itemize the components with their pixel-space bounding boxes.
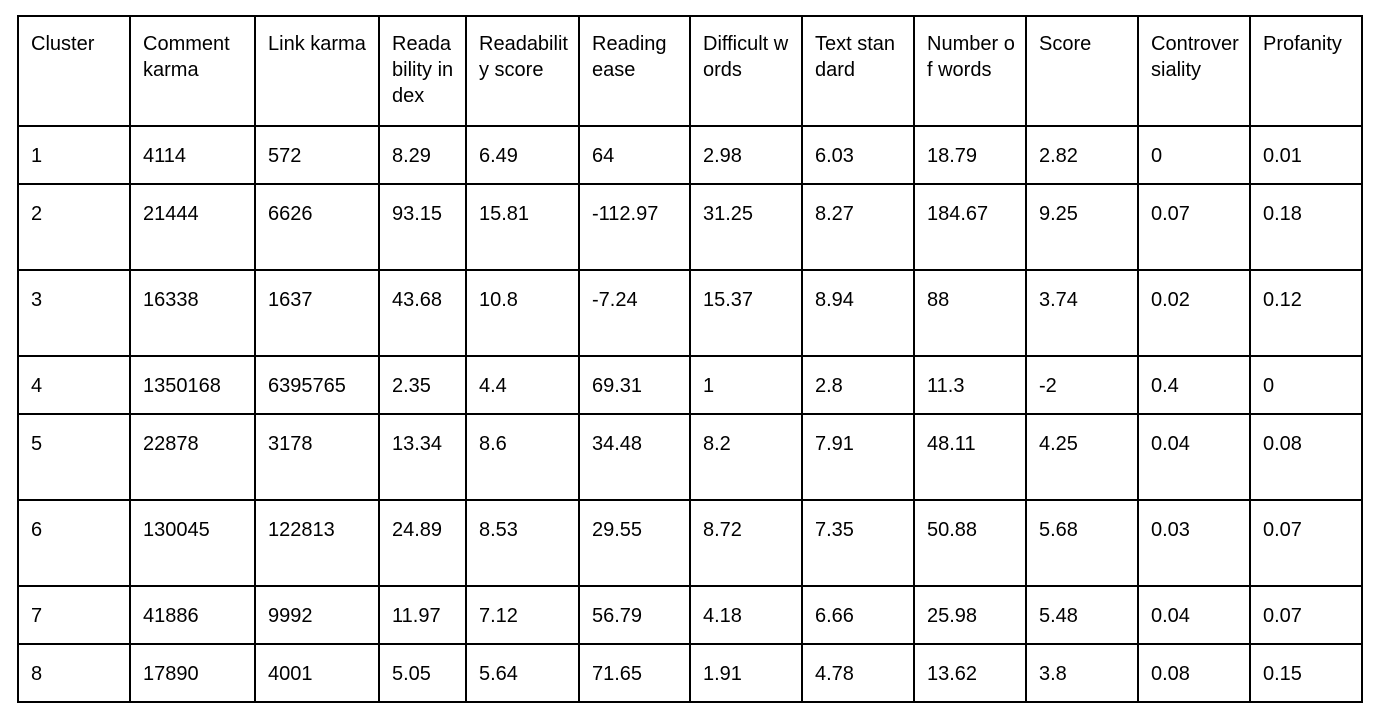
- header-cell-score: Score: [1026, 16, 1138, 126]
- table-cell: 22878: [130, 414, 255, 500]
- table-cell: 8.6: [466, 414, 579, 500]
- table-cell: 6.66: [802, 586, 914, 644]
- table-cell: 122813: [255, 500, 379, 586]
- table-row: [18, 500, 1362, 586]
- table-cell: 15.81: [466, 184, 579, 270]
- header-cell-readability-index: Readability index: [379, 16, 466, 126]
- table-cell: 17890: [130, 644, 255, 702]
- table-cell: 1.91: [690, 644, 802, 702]
- table-cell: 16338: [130, 270, 255, 356]
- table-cell: 4.4: [466, 356, 579, 414]
- header-cell-difficult-words: Difficult words: [690, 16, 802, 126]
- table-cell: 0.08: [1138, 644, 1250, 702]
- table-cell: 56.79: [579, 586, 690, 644]
- data-table: [17, 15, 1363, 703]
- table-row: [18, 644, 1362, 702]
- table-cell: 3: [18, 270, 130, 356]
- table-row: [18, 184, 1362, 270]
- table-row: [18, 356, 1362, 414]
- table-cell: 11.3: [914, 356, 1026, 414]
- table-cell: 0: [1138, 126, 1250, 184]
- table-cell: 43.68: [379, 270, 466, 356]
- table-cell: 21444: [130, 184, 255, 270]
- table-cell: 24.89: [379, 500, 466, 586]
- table-cell: 34.48: [579, 414, 690, 500]
- table-cell: 6.49: [466, 126, 579, 184]
- table-cell: 50.88: [914, 500, 1026, 586]
- table-cell: 0.15: [1250, 644, 1362, 702]
- table-cell: 8.27: [802, 184, 914, 270]
- table-cell: 0.02: [1138, 270, 1250, 356]
- table-cell: 7.35: [802, 500, 914, 586]
- table-cell: 6.03: [802, 126, 914, 184]
- table-cell: 8.72: [690, 500, 802, 586]
- table-cell: 31.25: [690, 184, 802, 270]
- table-cell: 7.91: [802, 414, 914, 500]
- table-cell: 8.2: [690, 414, 802, 500]
- header-cell-number-of-words: Number of words: [914, 16, 1026, 126]
- header-cell-cluster: Cluster: [18, 16, 130, 126]
- table-cell: 7.12: [466, 586, 579, 644]
- header-row: [18, 16, 1362, 126]
- table-cell: 5.64: [466, 644, 579, 702]
- table-row: [18, 270, 1362, 356]
- table-cell: 0.08: [1250, 414, 1362, 500]
- table-cell: 5: [18, 414, 130, 500]
- table-body: [18, 16, 1362, 702]
- table-cell: -112.97: [579, 184, 690, 270]
- table-cell: 0.18: [1250, 184, 1362, 270]
- table-cell: 0.07: [1250, 500, 1362, 586]
- table-cell: 2.8: [802, 356, 914, 414]
- table-cell: 48.11: [914, 414, 1026, 500]
- table-cell: 5.48: [1026, 586, 1138, 644]
- table-cell: 0.12: [1250, 270, 1362, 356]
- table-cell: 25.98: [914, 586, 1026, 644]
- table-row: [18, 586, 1362, 644]
- table-cell: 6: [18, 500, 130, 586]
- table-cell: 572: [255, 126, 379, 184]
- table-cell: 8: [18, 644, 130, 702]
- table-cell: 9.25: [1026, 184, 1138, 270]
- table-cell: 2.98: [690, 126, 802, 184]
- table-cell: 3.74: [1026, 270, 1138, 356]
- table-cell: 0.04: [1138, 414, 1250, 500]
- table-cell: 5.68: [1026, 500, 1138, 586]
- table-row: [18, 126, 1362, 184]
- table-cell: 130045: [130, 500, 255, 586]
- table-cell: 3.8: [1026, 644, 1138, 702]
- table-cell: 2: [18, 184, 130, 270]
- header-cell-link-karma: Link karma: [255, 16, 379, 126]
- header-cell-readability-score: Readability score: [466, 16, 579, 126]
- table-cell: 0.03: [1138, 500, 1250, 586]
- header-cell-controversiality: Controversiality: [1138, 16, 1250, 126]
- table-cell: 8.29: [379, 126, 466, 184]
- table-cell: 13.34: [379, 414, 466, 500]
- table-cell: 88: [914, 270, 1026, 356]
- table-cell: -7.24: [579, 270, 690, 356]
- table-cell: 4.25: [1026, 414, 1138, 500]
- table-cell: 4: [18, 356, 130, 414]
- table-cell: 184.67: [914, 184, 1026, 270]
- table-cell: 4114: [130, 126, 255, 184]
- table-cell: 15.37: [690, 270, 802, 356]
- header-cell-comment-karma: Comment karma: [130, 16, 255, 126]
- table-cell: 1350168: [130, 356, 255, 414]
- table-cell: 4.18: [690, 586, 802, 644]
- table-cell: 69.31: [579, 356, 690, 414]
- table-cell: 71.65: [579, 644, 690, 702]
- table-cell: 1: [18, 126, 130, 184]
- table-cell: 13.62: [914, 644, 1026, 702]
- table-cell: 64: [579, 126, 690, 184]
- table-cell: 7: [18, 586, 130, 644]
- table-cell: 29.55: [579, 500, 690, 586]
- table-cell: 0.4: [1138, 356, 1250, 414]
- table-cell: 0.01: [1250, 126, 1362, 184]
- table-cell: 2.82: [1026, 126, 1138, 184]
- table-cell: 5.05: [379, 644, 466, 702]
- table-cell: 4001: [255, 644, 379, 702]
- table-cell: 18.79: [914, 126, 1026, 184]
- table-cell: 41886: [130, 586, 255, 644]
- table-cell: 6395765: [255, 356, 379, 414]
- table-cell: 0: [1250, 356, 1362, 414]
- table-cell: 1637: [255, 270, 379, 356]
- table-cell: 6626: [255, 184, 379, 270]
- table-cell: 10.8: [466, 270, 579, 356]
- table-row: [18, 414, 1362, 500]
- header-cell-text-standard: Text standard: [802, 16, 914, 126]
- table-cell: -2: [1026, 356, 1138, 414]
- table-cell: 0.04: [1138, 586, 1250, 644]
- table-cell: 2.35: [379, 356, 466, 414]
- table-cell: 11.97: [379, 586, 466, 644]
- table-cell: 8.94: [802, 270, 914, 356]
- header-cell-profanity: Profanity: [1250, 16, 1362, 126]
- table-cell: 3178: [255, 414, 379, 500]
- table-cell: 1: [690, 356, 802, 414]
- table-cell: 93.15: [379, 184, 466, 270]
- table-cell: 4.78: [802, 644, 914, 702]
- table-cell: 9992: [255, 586, 379, 644]
- table-cell: 8.53: [466, 500, 579, 586]
- header-cell-reading-ease: Reading ease: [579, 16, 690, 126]
- table-cell: 0.07: [1250, 586, 1362, 644]
- table-cell: 0.07: [1138, 184, 1250, 270]
